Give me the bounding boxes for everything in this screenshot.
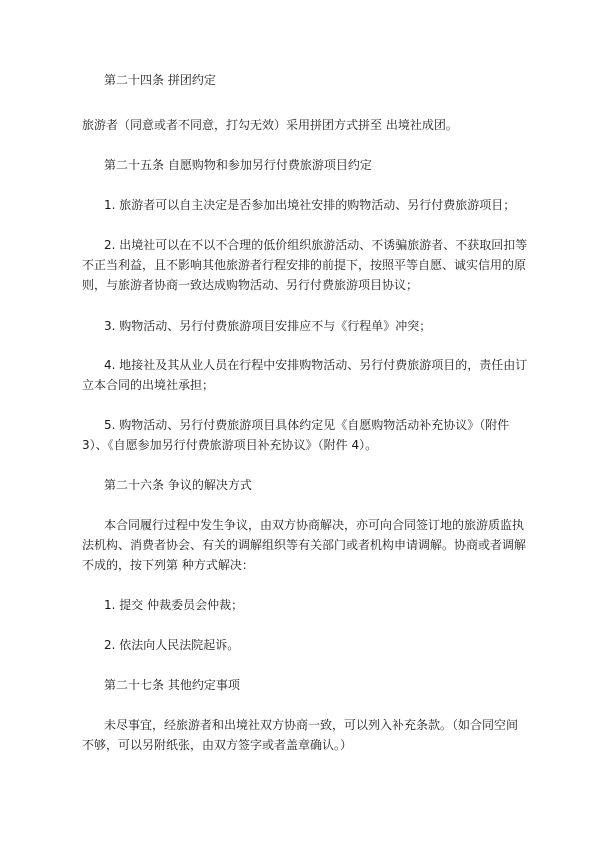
article-24-body: 旅游者（同意或者不同意，打勾无效）采用拼团方式拼至 出境社成团。 bbox=[82, 118, 458, 132]
article-25-item-4: 4. 地接社及其从业人员在行程中安排购物活动、另行付费旅游项目的，责任由订 立本合同的出境社承担； bbox=[82, 358, 528, 392]
article-26-paragraph: 本合同履行过程中发生争议，由双方协商解决，亦可向合同签订地的旅游质监执 法机构、消费者协会、有关的调解组织等有关部门或者机构申请调解。协商或者调解 不成的，按下列第 种方式解决： bbox=[82, 518, 527, 572]
article-25-heading: 第二十五条 自愿购物和参加另行付费旅游项目约定 bbox=[104, 158, 372, 172]
article-25-item-1: 1. 旅游者可以自主决定是否参加出境社安排的购物活动、另行付费旅游项目； bbox=[104, 198, 516, 212]
article-27-paragraph: 未尽事宜，经旅游者和出境社双方协商一致，可以列入补充条款。（如合同空间 不够，可以另附纸张，由双方签字或者盖章确认。） bbox=[82, 718, 519, 752]
article-25-item-3: 3. 购物活动、另行付费旅游项目安排应不与《行程单》冲突； bbox=[104, 319, 432, 333]
article-24-heading: 第二十四条 拼团约定 bbox=[104, 73, 216, 87]
article-26-item-1: 1. 提交 仲裁委员会仲裁； bbox=[104, 598, 244, 612]
article-27-heading: 第二十七条 其他约定事项 bbox=[104, 678, 240, 692]
article-26-item-2: 2. 依法向人民法院起诉。 bbox=[104, 638, 240, 652]
article-26-heading: 第二十六条 争议的解决方式 bbox=[104, 478, 252, 492]
article-25-item-2: 2. 出境社可以在不以不合理的低价组织旅游活动、不诱骗旅游者、不获取回扣等 不正当利益，且不影响其他旅游者行程安排的前提下，按照平等自愿、诚实信用的原 则，与旅游者协商一致达成购物活动、另行付费旅游项目协议； bbox=[82, 238, 528, 292]
article-25-item-5: 5. 购物活动、另行付费旅游项目具体约定见《自愿购物活动补充协议》（附件 3）、《自愿参加另行付费旅游项目补充协议》（附件 4）。 bbox=[82, 418, 510, 452]
